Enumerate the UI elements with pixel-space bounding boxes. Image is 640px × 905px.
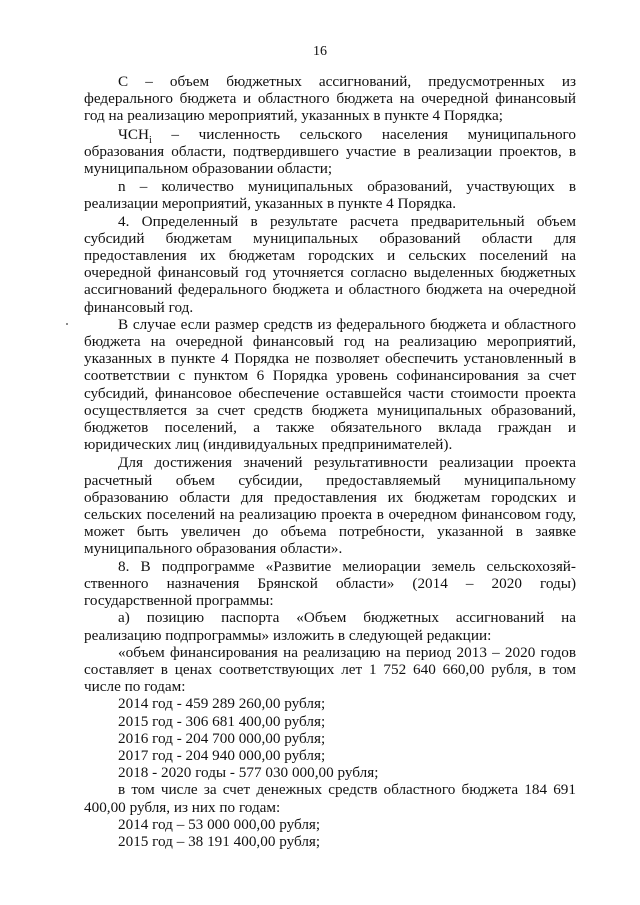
paragraph-item-8: 8. В подпрограмме «Развитие мелиорации земель сельскохозяй-ственного назначения Брянской области» (2014 – 2020 годы) государственной программы:: [84, 557, 576, 610]
document-body: [84, 73, 576, 850]
chsn-text: – численность сельского населения муниципального образования области, подтвердившего участие в реализации проектов, в муниципальном образовании области;: [84, 125, 576, 178]
paragraph-funding-total: «объем финансирования на реализацию на период 2013 – 2020 годов составляет в ценах соответствующих лет 1 752 640 660,00 рубля, в том числе по годам:: [84, 643, 576, 696]
year-line-2014: 2014 год - 459 289 260,00 рубля;: [118, 695, 326, 713]
paragraph-passport-position: а) позицию паспорта «Объем бюджетных ассигнований на реализацию подпрограммы» изложить в следующей редакции:: [84, 609, 576, 644]
regional-year-line-2015: 2015 год – 38 191 400,00 рубля;: [118, 832, 321, 850]
paragraph-item-4: 4. Определенный в результате расчета предварительный объем субсидий бюджетам муниципальных образований области для предоставления их бюджетам городских и сельских поселений на очередной финансовый год уточняется согласно выделенных бюджетных ассигнований федерального бюджета и областного бюджета на очередной финансовый год.: [84, 212, 576, 316]
year-line-2016: 2016 год - 204 700 000,00 рубля;: [118, 729, 326, 747]
chsn-symbol: ЧСН: [118, 125, 149, 143]
year-line-2015: 2015 год - 306 681 400,00 рубля;: [118, 712, 326, 730]
regional-year-line-2014: 2014 год – 53 000 000,00 рубля;: [118, 815, 321, 833]
page-number: 16: [313, 44, 327, 59]
chsn-subscript: i: [148, 134, 152, 146]
paragraph-n-definition: n – количество муниципальных образований, участвующих в реализации мероприятий, указанных в пункте 4 Порядка.: [84, 178, 576, 213]
paragraph-c-definition: С – объем бюджетных ассигнований, предусмотренных из федерального бюджета и областного бюджета на очередной финансовый год на реализацию мероприятий, указанных в пункте 4 Порядка;: [84, 73, 576, 125]
paragraph-effectiveness: Для достижения значений результативности реализации проекта расчетный объем субсидии, предоставляемый муниципальному образованию области для предоставления их бюджетам городских и сельских поселений на реализацию проекта в очередном финансовом году, может быть увеличен до объема потребности, указанной в заявке муниципального образования области».: [84, 454, 576, 558]
year-line-2017: 2017 год - 204 940 000,00 рубля;: [118, 746, 326, 764]
paragraph-insufficient-funds: В случае если размер средств из федерального бюджета и областного бюджета на очередной финансовый год на реализацию мероприятий, указанных в пункте 4 Порядка не позволяет обеспечить установленный в соответствии с пунктом 6 Порядка уровень софинансирования за счет субсидий, финансовое обеспечение оставшейся части стоимости проекта осуществляется за счет средств бюджета муниципальных образований, бюджетов поселений, а также обязательного вклада граждан и юридических лиц (индивидуальных предпринимателей).: [84, 315, 576, 454]
paragraph-regional-budget: в том числе за счет денежных средств областного бюджета 184 691 400,00 рубля, из них по годам:: [84, 781, 576, 816]
year-line-2018-2020: 2018 - 2020 годы - 577 030 000,00 рубля;: [118, 764, 379, 782]
scan-speck: [66, 323, 68, 325]
paragraph-chsn-definition: [84, 126, 576, 178]
